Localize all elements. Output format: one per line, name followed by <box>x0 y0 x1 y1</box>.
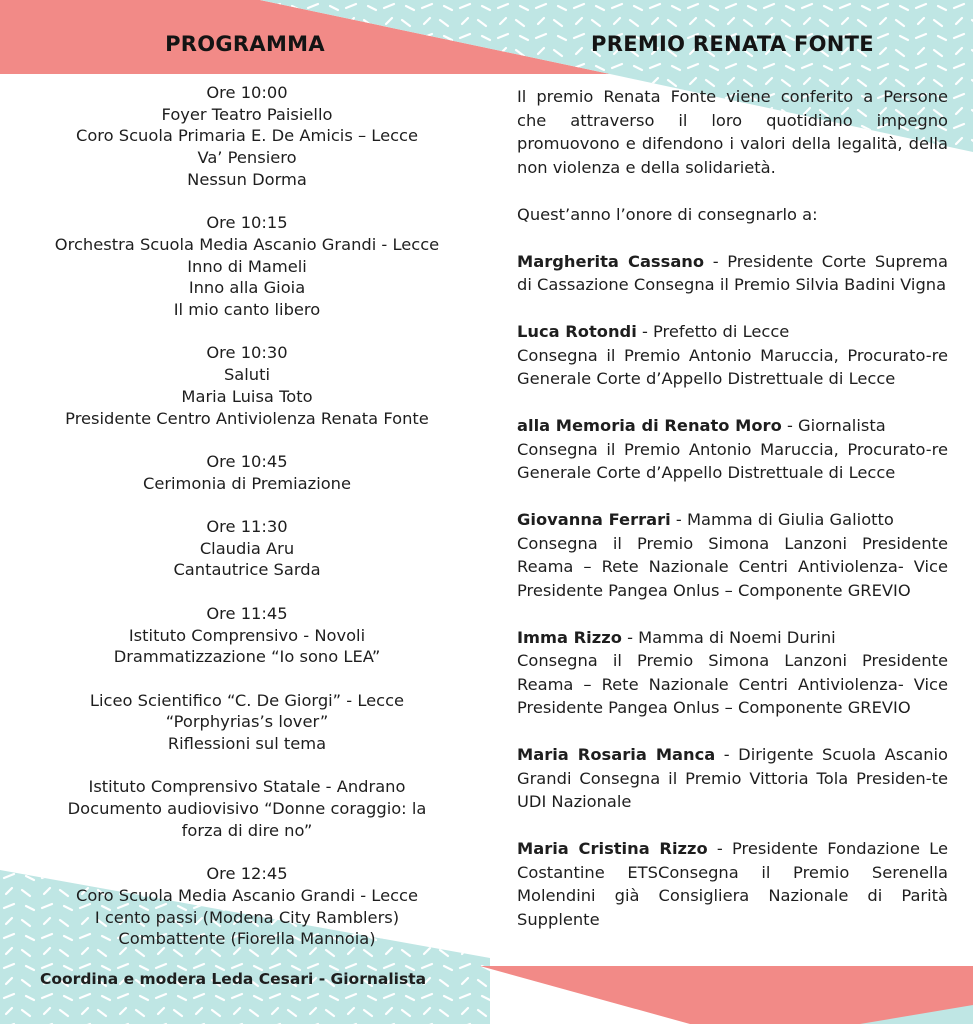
recipient-entry <box>517 320 948 391</box>
recipient-role: - Dirigente Scuola Ascanio Grandi Consegna il Premio Vittoria Tola Presiden-te UDI Nazionale <box>517 745 948 811</box>
schedule-block <box>12 690 482 755</box>
schedule-block <box>12 342 482 429</box>
recipient-role: - Presidente Fondazione Le Costantine ETSConsegna il Premio Serenella Molendini già Consigliera Nazionale di Parità Supplente <box>517 839 948 929</box>
recipient-role: - Prefetto di Lecce <box>636 322 790 341</box>
moderator-note: Coordina e modera Leda Cesari - Giornalista <box>40 970 427 988</box>
recipient-entry <box>517 250 948 297</box>
schedule-line: Ore 11:30 <box>206 517 288 536</box>
recipient-entry <box>517 837 948 931</box>
recipient-list <box>517 250 948 932</box>
schedule-line: Maria Luisa Toto <box>181 386 313 406</box>
schedule-line: Nessun Dorma <box>187 169 307 189</box>
prize-intro: Il premio Renata Fonte viene conferito a Persone che attraverso il loro quotidiano impegno promuovono e difendono i valori della legalità, della non violenza e della solidarietà. <box>517 87 948 177</box>
recipient-name: Luca Rotondi <box>517 322 637 341</box>
recipient-name: Imma Rizzo <box>517 627 622 647</box>
schedule-line: Riflessioni sul tema <box>167 734 327 753</box>
recipient-award: Consegna il Premio Antonio Maruccia, Procurato-re Generale Corte d’Appello Distrettuale di Lecce <box>517 439 948 482</box>
schedule-line: Ore 10:00 <box>206 83 288 102</box>
schedule-line: Documento audiovisivo “Donne coraggio: la <box>67 799 427 819</box>
recipient-award: Consegna il Premio Simona Lanzoni Presidente Reama – Rete Nazionale Centri Antiviolenza- Vice Presidente Pangea Onlus – Componente GREVIO <box>517 533 948 600</box>
schedule-line: Cantautrice Sarda <box>173 560 321 580</box>
schedule-line: Claudia Aru <box>199 538 295 558</box>
schedule-line: Drammatizzazione “Io sono LEA” <box>113 647 381 667</box>
recipient-role: - Giornalista <box>781 416 886 435</box>
recipient-role: - Mamma di Noemi Durini <box>621 627 836 647</box>
schedule-block <box>12 451 482 494</box>
schedule-line: Ore 10:45 <box>206 451 288 471</box>
schedule-line: Presidente Centro Antiviolenza Renata Fonte <box>65 408 429 428</box>
recipient-name: Maria Cristina Rizzo <box>517 839 708 858</box>
schedule-line: Inno di Mameli <box>187 256 307 276</box>
schedule-block <box>12 212 482 321</box>
schedule-block <box>12 863 482 950</box>
schedule-line: Il mio canto libero <box>173 300 321 320</box>
schedule-line: Ore 10:30 <box>206 343 288 363</box>
recipient-name: alla Memoria di Renato Moro <box>517 416 782 435</box>
recipient-award: Consegna il Premio Antonio Maruccia, Procurato-re Generale Corte d’Appello Distrettuale di Lecce <box>517 345 948 388</box>
schedule-line: Ore 10:15 <box>206 213 288 233</box>
schedule-line: Va’ Pensiero <box>197 148 297 168</box>
schedule-line: Coro Scuola Primaria E. De Amicis – Lecce <box>75 126 419 146</box>
schedule-line: forza di dire no” <box>181 820 313 840</box>
schedule-line: Istituto Comprensivo Statale - Andrano <box>88 777 406 797</box>
schedule-block <box>12 776 482 841</box>
recipient-entry <box>517 508 948 602</box>
recipient-name: Maria Rosaria Manca <box>517 745 716 764</box>
bottom-coral-band <box>480 966 973 1024</box>
programma-title: PROGRAMMA <box>165 32 325 56</box>
schedule-line: Liceo Scientifico “C. De Giorgi” - Lecce <box>89 690 405 710</box>
schedule-block <box>12 603 482 668</box>
program-schedule <box>12 82 482 972</box>
recipient-role: - Mamma di Giulia Galiotto <box>670 510 894 529</box>
schedule-block <box>12 516 482 581</box>
schedule-line: Ore 12:45 <box>206 864 288 884</box>
recipient-name: Margherita Cassano <box>517 251 705 271</box>
schedule-line: Orchestra Scuola Media Ascanio Grandi - Lecce <box>54 234 440 254</box>
schedule-line: Ore 11:45 <box>206 603 288 623</box>
schedule-line: Cerimonia di Premiazione <box>142 473 352 493</box>
schedule-line: Istituto Comprensivo - Novoli <box>128 625 366 645</box>
recipient-name: Giovanna Ferrari <box>517 510 671 529</box>
schedule-line: “Porphyrias’s lover” <box>165 712 329 732</box>
schedule-line: Foyer Teatro Paisiello <box>161 104 333 124</box>
recipient-role: - Presidente Corte Suprema di Cassazione Consegna il Premio Silvia Badini Vigna <box>517 251 948 294</box>
recipient-entry <box>517 414 948 485</box>
recipient-entry <box>517 626 948 720</box>
schedule-line: Inno alla Gioia <box>188 278 306 298</box>
schedule-line: I cento passi (Modena City Ramblers) <box>94 907 400 927</box>
recipient-award: Consegna il Premio Simona Lanzoni Presidente Reama – Rete Nazionale Centri Antiviolenza- Vice Presidente Pangea Onlus – Componente GREVIO <box>517 651 948 717</box>
schedule-line: Combattente (Fiorella Mannoia) <box>118 929 376 949</box>
schedule-line: Coro Scuola Media Ascanio Grandi - Lecce <box>75 885 419 905</box>
schedule-line: Saluti <box>223 365 271 385</box>
prize-subintro: Quest’anno l’onore di consegnarlo a: <box>517 204 818 224</box>
recipient-entry <box>517 743 948 814</box>
prize-description <box>517 85 948 955</box>
premio-title: PREMIO RENATA FONTE <box>591 32 874 56</box>
schedule-block <box>12 82 482 191</box>
